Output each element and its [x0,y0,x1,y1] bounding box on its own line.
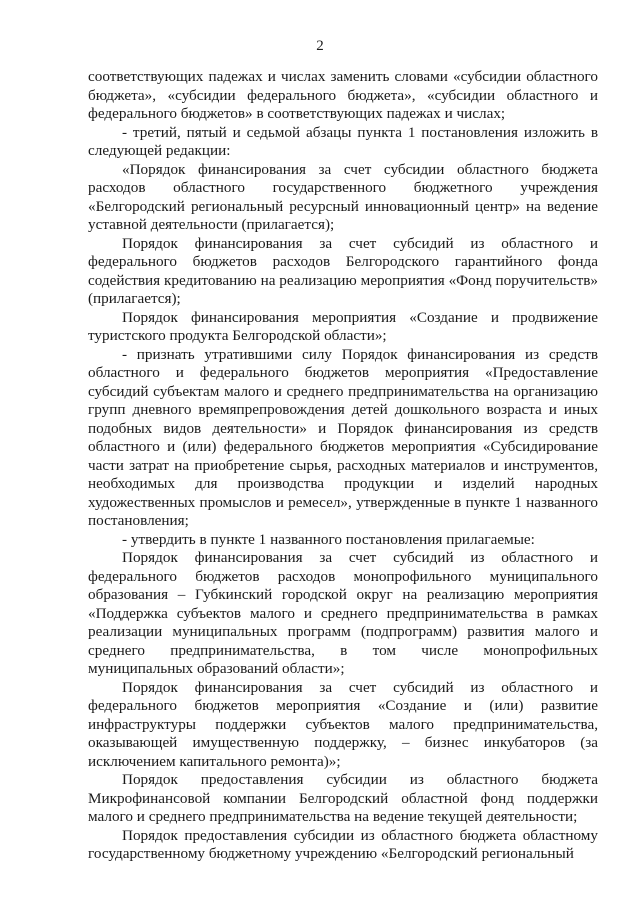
paragraph: - третий, пятый и седьмой абзацы пункта 1 постановления изложить в следующей редакции: [88,123,598,159]
paragraph: - утвердить в пункте 1 названного постановления прилагаемые: [122,530,535,548]
paragraph: Порядок финансирования за счет субсидий из областного и федерального бюджетов мероприятия «Создание и (или) развитие инфраструктуры поддержки субъектов малого предпринимательства, оказывающей имущественную поддержку, – бизнес инкубаторов (за исключением капитального ремонта)»; [88,678,598,770]
paragraph: «Порядок финансирования за счет субсидии областного бюджета расходов областного государственного бюджетного учреждения «Белгородский региональный ресурсный инновационный центр» на ведение уставной деятельности (прилагается); [88,160,598,233]
paragraph: Порядок финансирования за счет субсидий из областного и федерального бюджетов расходов монопрофильного муниципального образования – Губкинский городской округ на реализацию мероприятия «Поддержка субъектов малого и среднего предпринимательства в рамках реализации муниципальных программ (подпрограмм) развития малого и среднего предпринимательства, в том числе монопрофильных муниципальных образований области»; [88,549,598,677]
paragraph: Порядок предоставления субсидии из областного бюджета областному государственному бюджетному учреждению «Белгородский региональный [88,826,598,862]
paragraph: - признать утратившими силу Порядок финансирования из средств областного и федерального бюджетов мероприятия «Предоставление субсидий субъектам малого и среднего предпринимательства на организацию групп дневного времяпрепровождения детей дошкольного возраста и иных подобных видов деятельности» и Порядок финансирования из средств областного и (или) федерального бюджетов мероприятия «Субсидирование части затрат на приобретение сырья, расходных материалов и инструментов, необходимых для производства продукции и изделий народных художественных промыслов и ремесел», утвержденные в пункте 1 названного постановления; [88,345,598,529]
paragraph: соответствующих падежах и числах заменить словами «субсидии областного бюджета», «субсидии федерального бюджета», «субсидии областного и федерального бюджетов» в соответствующих падежах и числах; [88,68,598,122]
paragraph: Порядок финансирования мероприятия «Создание и продвижение туристского продукта Белгородской области»; [88,308,598,344]
document-body [88,68,598,864]
paragraph: Порядок финансирования за счет субсидий из областного и федерального бюджетов расходов Белгородского гарантийного фонда содействия кредитованию на реализацию мероприятия «Фонд поручительств» (прилагается); [88,234,598,307]
page-number: 2 [316,38,324,54]
paragraph: Порядок предоставления субсидии из областного бюджета Микрофинансовой компании Белгородский областной фонд поддержки малого и среднего предпринимательства на ведение текущей деятельности; [88,771,598,825]
